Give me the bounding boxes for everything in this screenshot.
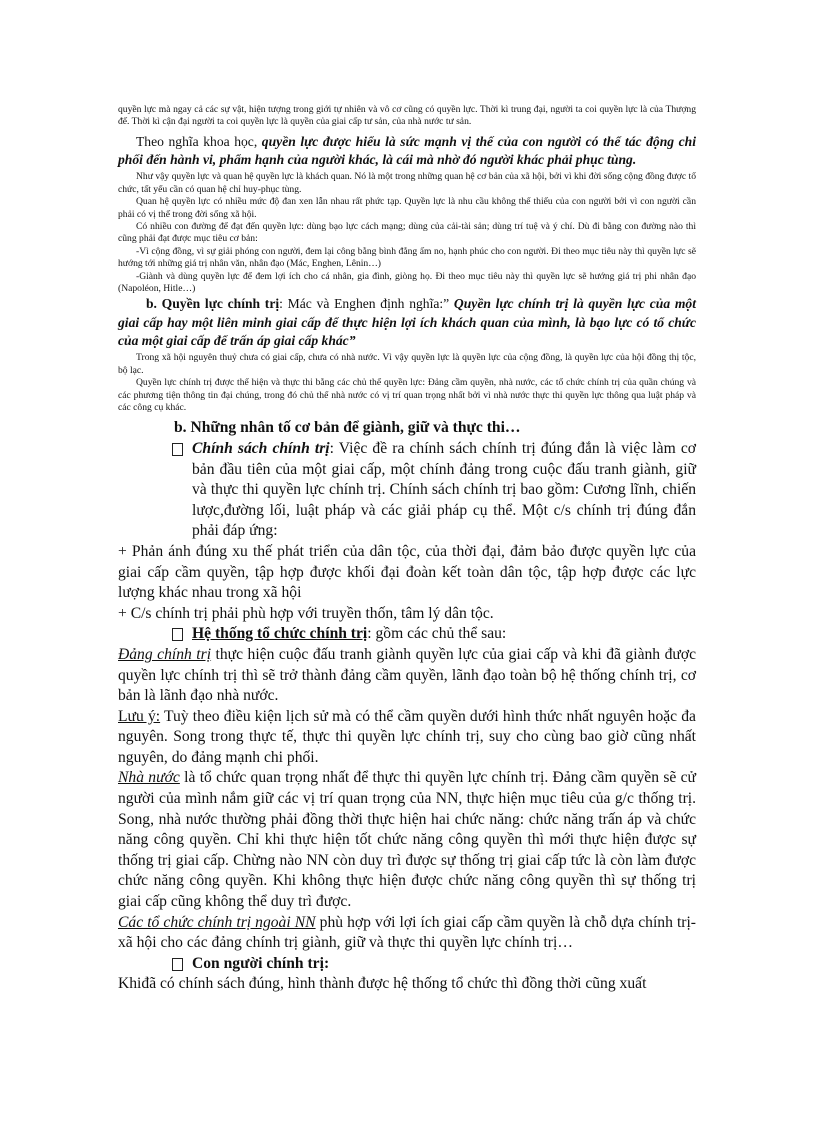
paragraph-primitive-society: Trong xã hội nguyên thuỷ chưa có giai cấp, chưa có nhà nước. Vì vậy quyền lực là quyền lực của cộng đồng, là quyền lực của hội đồng thị tộc, bộ lạc. — [118, 352, 696, 376]
orgs-label: Các tổ chức chính trị ngoài NN — [118, 913, 316, 931]
science-lead: Theo nghĩa khoa học, — [136, 133, 258, 149]
policy-item — [118, 439, 696, 542]
note-text: Tuỳ theo điều kiện lịch sử mà có thể cầm quyền dưới hình thức nhất nguyên hoặc đa nguyên. Song trong thực tế, thực thi quyền lực chính trị, suy cho cùng bao giờ cũng nhất nguyên, do đảng mạnh chi phối. — [118, 707, 696, 766]
political-power-definition — [118, 295, 696, 350]
state-label: Nhà nước — [118, 769, 180, 787]
political-power-emphasis: Quyền lực chính trị là quyền lực của một giai cấp hay một liên minh giai cấp để thực hiện lợi ích khách quan của mình, là bạo lực có tổ chức của một giai cấp để trấn áp giai cấp khác” — [118, 296, 696, 349]
checkbox-bullet-icon — [172, 958, 183, 971]
paragraph-paths: Có nhiều con đường để đạt đến quyền lực: dùng bạo lực cách mạng; dùng của cải-tài sản; dùng trí tuệ và ý chí. Dù đi bằng con đường nào thì cũng phải đạt được mục tiêu cơ bản: — [118, 221, 696, 245]
policy-text: : Việc đề ra chính sách chính trị đúng đắn là việc làm cơ bản đầu tiên của một giai cấp, một chính đảng trong cuộc đấu tranh giành, giữ và thực thi quyền lực chính trị. Chính sách chính trị bao gồm: Cương lĩnh, chiến lược,đường lối, luật pháp và các giải pháp cụ thể. Một c/s chính trị đúng đắn phải đáp ứng: — [192, 439, 696, 540]
orgs-text: phù hợp với lợi ích giai cấp cầm quyền là chỗ dựa chính trị-xã hội cho các đảng chính trị giành, giữ và thực thi quyền lực chính trị… — [118, 913, 696, 952]
paragraph-goal-humane: -Vì cộng đồng, vì sự giải phóng con người, đem lại công bằng bình đẳng ấm no, hạnh phúc cho con người. Đi theo mục tiêu này thì quyền lực sẽ hướng tới những giá trị nhân văn, nhân đạo (Mác, Enghen, Lênin…) — [118, 245, 696, 270]
orgs-paragraph — [118, 913, 696, 954]
document-body — [118, 104, 696, 995]
party-label: Đảng chính trị — [118, 645, 212, 663]
system-item — [118, 624, 696, 645]
policy-label: Chính sách chính trị — [192, 439, 330, 457]
note-label: Lưu ý: — [118, 707, 161, 725]
intro-paragraph: quyền lực mà ngay cả các sự vật, hiện tượng trong giới tự nhiên và vô cơ cũng có quyền lực. Thời kì trung đại, người ta coi quyền lực là của Thượng đế. Thời kì cận đại người ta coi quyền lực là quyền của giai cấp tư sản, của nhà nước tư sản. — [118, 104, 696, 128]
political-power-label: b. Quyền lực chính trị — [146, 296, 280, 312]
party-text: thực hiện cuộc đấu tranh giành quyền lực của giai cấp và khi đã giành được quyền lực chính trị thì sẽ trở thành đảng cầm quyền, lãnh đạo toàn bộ hệ thống chính trị, cơ bản là lãnh đạo nhà nước. — [118, 645, 697, 705]
last-line: Khiđã có chính sách đúng, hình thành được hệ thống tổ chức thì đồng thời cũng xuất — [118, 975, 647, 993]
state-text: là tổ chức quan trọng nhất để thực thi quyền lực chính trị. Đảng cầm quyền sẽ cử người của mình nắm giữ các vị trí quan trọng của NN, thực hiện mục tiêu của g/c thống trị. Song, nhà nước thường phải đồng thời thực hiện hai chức năng: chức năng trấn áp và chức năng công quyền. Chỉ khi thực hiện tốt chức năng công quyền thì mới thực hiện được sự thống trị giai cấp. Chừng nào NN còn duy trì được sự thống trị giai cấp tức là còn làm được chức năng công quyền. Khi không thực hiện được chức năng công quyền thì sự thống trị giai cấp cũng không thể duy trì được. — [118, 769, 696, 911]
science-emphasis: quyền lực được hiểu là sức mạnh vị thế của con người có thể tác động chi phối đến hành vi, phẩm hạnh của người khác, là cái mà nhờ đó người khác phải phục tùng. — [118, 133, 696, 168]
paragraph-power-subjects: Quyền lực chính trị được thể hiện và thực thi bằng các chủ thể quyền lực: Đảng cầm quyền, nhà nước, các tổ chức chính trị của quần chúng và các phương tiện thông tin đại chúng, trong đó chủ thể nhà nước có vị trí quan trọng nhất bởi vì nhà nước thực thi quyền lực thông qua luật pháp và các công cụ khác. — [118, 377, 696, 413]
note-paragraph — [118, 707, 696, 769]
requirement-2: + C/s chính trị phải phù hợp với truyền thốn, tâm lý dân tộc. — [118, 604, 494, 622]
requirement-1: + Phản ánh đúng xu thế phát triển của dân tộc, của thời đại, đảm bảo được quyền lực của giai cấp cầm quyền, tập hợp được khối đại đoàn kết toàn dân tộc, tập hợp được các lực lượng khác nhau trong xã hội — [118, 542, 696, 602]
paragraph-objective: Như vậy quyền lực và quan hệ quyền lực là khách quan. Nó là một trong những quan hệ cơ bản của xã hội, bởi vì khi đời sống cộng đồng được tổ chức, tất yếu cần có quan hệ chỉ huy-phục tùng. — [118, 171, 696, 195]
party-paragraph — [118, 645, 696, 707]
state-paragraph — [118, 768, 696, 912]
people-item — [118, 954, 696, 975]
paragraph-goal-selfish: -Giành và dùng quyền lực để đem lợi ích cho cá nhân, gia đình, giòng họ. Đi theo mục tiêu này thì quyền lực sẽ hướng giá trị phi nhân đạo (Napoléon, Hitle…) — [118, 270, 696, 295]
science-definition — [118, 133, 696, 170]
checkbox-bullet-icon — [172, 628, 183, 641]
system-text: : gồm các chủ thể sau: — [367, 625, 507, 643]
political-power-mid: : Mác và Enghen định nghĩa:” — [279, 296, 450, 312]
people-heading: Con người chính trị: — [192, 954, 330, 972]
checkbox-bullet-icon — [172, 443, 183, 456]
paragraph-complexity: Quan hệ quyền lực có nhiều mức độ đan xen lẫn nhau rất phức tạp. Quyền lực là nhu cầu không thể thiếu của con người bởi vì con người cần phải có vị thế trong đời sống xã hội. — [118, 196, 696, 220]
system-label: Hệ thống tổ chức chính trị — [192, 625, 368, 643]
factors-heading: b. Những nhân tố cơ bản để giành, giữ và thực thi… — [174, 419, 521, 437]
